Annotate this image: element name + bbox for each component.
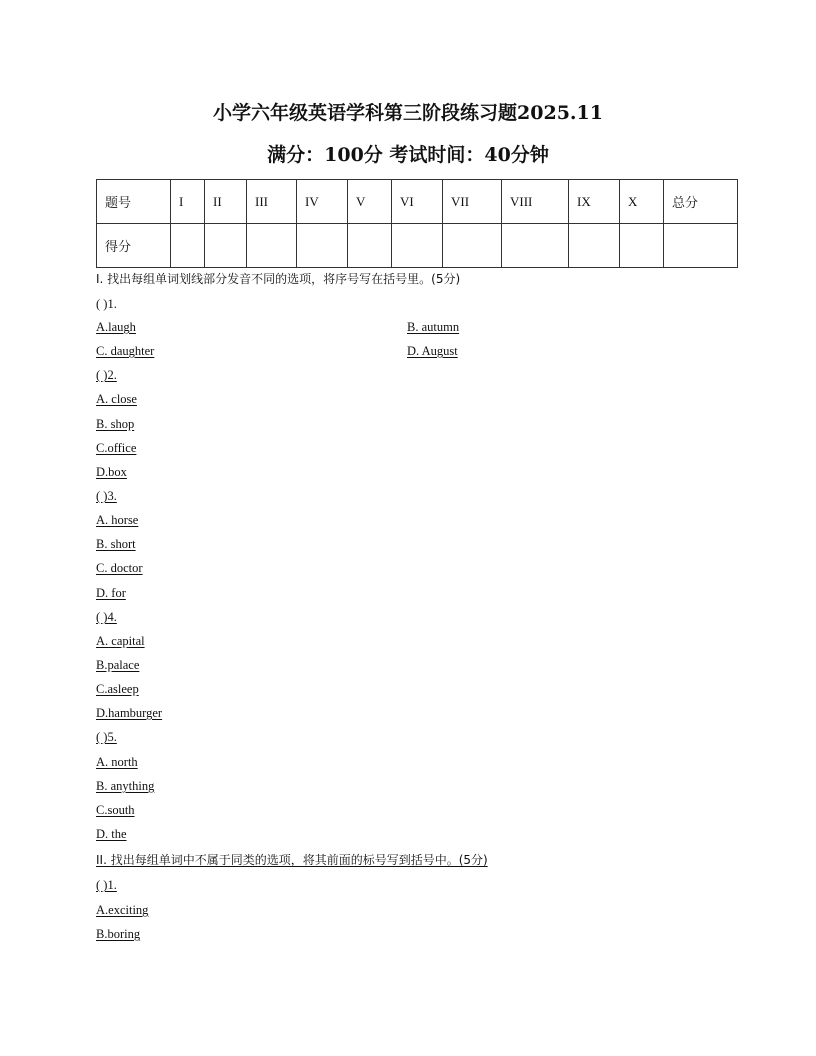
- question-1-4-label: ( )4.: [96, 610, 117, 624]
- question-1-1-label: ( )1.: [96, 297, 117, 311]
- page-title: 小学六年级英语学科第三阶段练习题2025.11: [213, 102, 603, 124]
- score-cell: [664, 224, 738, 268]
- table-header-cell: 总分: [664, 180, 738, 224]
- page-subtitle: 满分：100分 考试时间：40分钟: [267, 144, 549, 166]
- question-1-4-option-b: B.palace: [96, 658, 140, 672]
- score-cell: [205, 224, 247, 268]
- question-1-1-option-b: B. autumn: [407, 320, 460, 334]
- question-1-2-option-b: B. shop: [96, 417, 135, 431]
- question-1-5-option-c: C.south: [96, 803, 135, 817]
- table-header-cell: VIII: [502, 180, 569, 224]
- question-1-2-option-d: D.box: [96, 465, 127, 479]
- score-cell: [620, 224, 664, 268]
- question-1-5-label: ( )5.: [96, 730, 117, 744]
- question-1-4-option-c: C.asleep: [96, 682, 139, 696]
- question-1-1-option-a: A.laugh: [96, 320, 136, 334]
- question-1-4-option-d: D.hamburger: [96, 706, 163, 720]
- score-cell: [348, 224, 392, 268]
- score-cell: [392, 224, 443, 268]
- table-header-cell: VI: [392, 180, 443, 224]
- table-header-cell: I: [171, 180, 205, 224]
- section-2-heading: II. 找出每组单词中不属于同类的选项，将其前面的标号写到括号中。(5分): [96, 853, 488, 867]
- question-1-2-option-a: A. close: [96, 392, 137, 406]
- question-1-3-option-a: A. horse: [96, 513, 139, 527]
- table-header-cell: IV: [297, 180, 348, 224]
- question-1-2-option-c: C.office: [96, 441, 137, 455]
- table-header-cell: X: [620, 180, 664, 224]
- question-1-2-label: ( )2.: [96, 368, 117, 382]
- table-header-cell: 题号: [97, 180, 171, 224]
- score-table: [96, 179, 738, 268]
- question-1-5-option-b: B. anything: [96, 779, 155, 793]
- question-2-1-label: ( )1.: [96, 878, 117, 892]
- score-label-cell: 得分: [97, 224, 171, 268]
- table-header-cell: VII: [443, 180, 502, 224]
- question-1-5-option-a: A. north: [96, 755, 138, 769]
- score-cell: [297, 224, 348, 268]
- section-1-heading: I. 找出每组单词划线部分发音不同的选项，将序号写在括号里。(5分): [96, 272, 461, 286]
- question-1-5-option-d: D. the: [96, 827, 127, 841]
- table-header-cell: IX: [569, 180, 620, 224]
- question-1-3-label: ( )3.: [96, 489, 117, 503]
- question-1-1-option-d: D. August: [407, 344, 458, 358]
- question-2-1-option-b: B.boring: [96, 927, 141, 941]
- question-1-3-option-b: B. short: [96, 537, 136, 551]
- table-header-cell: III: [247, 180, 297, 224]
- table-header-cell: V: [348, 180, 392, 224]
- table-header-cell: II: [205, 180, 247, 224]
- score-cell: [502, 224, 569, 268]
- question-1-1-option-c: C. daughter: [96, 344, 155, 358]
- score-cell: [443, 224, 502, 268]
- score-cell: [569, 224, 620, 268]
- score-table-header-row: [97, 180, 738, 224]
- question-1-3-option-c: C. doctor: [96, 561, 143, 575]
- question-2-1-option-a: A.exciting: [96, 903, 149, 917]
- score-cell: [171, 224, 205, 268]
- score-cell: [247, 224, 297, 268]
- question-1-4-option-a: A. capital: [96, 634, 145, 648]
- question-1-3-option-d: D. for: [96, 586, 126, 600]
- score-table-score-row: [97, 224, 738, 268]
